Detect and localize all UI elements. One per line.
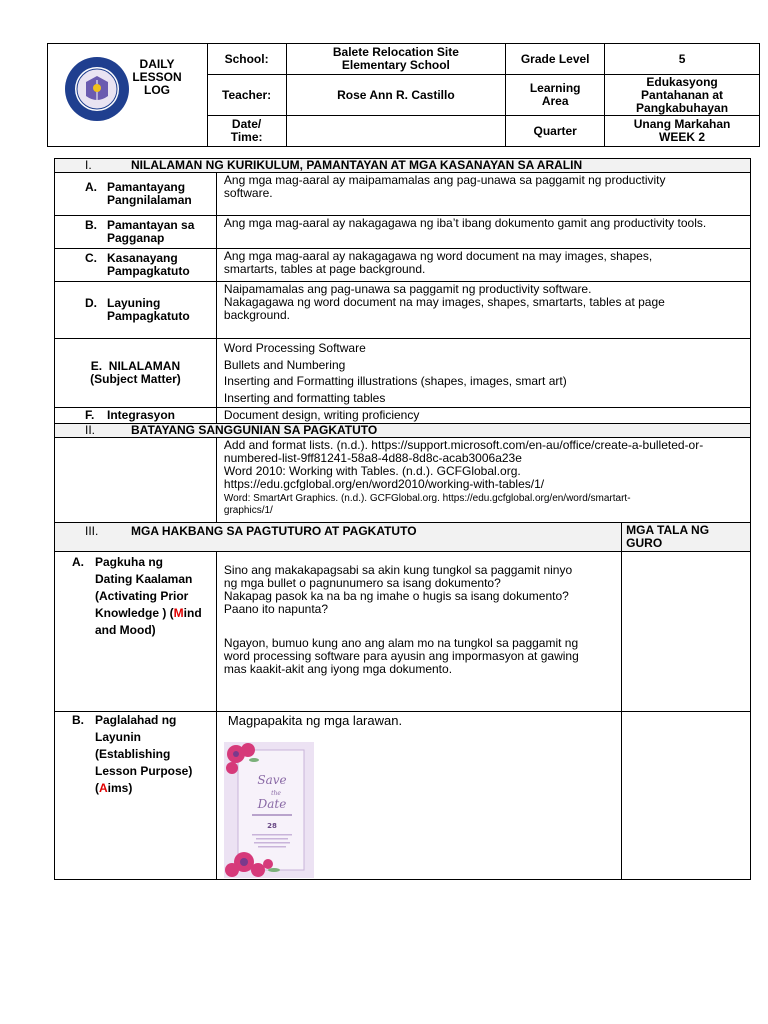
row-1e <box>55 339 751 408</box>
notes-label: MGA TALA NG GURO <box>622 523 751 552</box>
save-the-date-card-image <box>224 742 314 878</box>
teacher-label: Teacher: <box>207 75 286 116</box>
references-content: Add and format lists. (n.d.). https://support.microsoft.com/en-au/office/create-a-bulleted-or- numbered-list-9ff81241-58a8-4d88-8d8c-acab3006a23e Word 2010: Working with Tables. (n.d.). GCFGlobal.org. https://edu.gcfglobal.org/en/word2010/working-with-tables/1/ Word: SmartArt Graphics. (n.d.). GCFGlobal.org. https://edu.gcfglobal.org/en/word/smartart- graphics/1/ <box>216 438 750 523</box>
row-1f-content: Document design, writing proficiency <box>216 408 750 424</box>
section-3-header: III. MGA HAKBANG SA PAGTUTURO AT PAGKATUTO MGA TALA NG GURO <box>55 523 751 552</box>
card-text-date: Date <box>257 797 287 811</box>
date-label: Date/ Time: <box>207 116 286 147</box>
row-3b-label: Paglalahad ng Layunin (Establishing Lesson Purpose) (Aims) <box>95 713 193 795</box>
row-1a: A. Pamantayang Pangnilalaman Ang mga mag-aaral ay maipamamalas ang pag-unawa sa paggamit ng productivity software. <box>55 173 751 216</box>
row-1c-content: Ang mga mag-aaral ay nakagagawa ng word document na may images, shapes, smartarts, tables at page background. <box>216 249 750 282</box>
dll-title: DAILY LESSON LOG <box>132 57 182 97</box>
grade-value: 5 <box>605 44 760 75</box>
row-1b-label: Pamantayan sa Pagganap <box>107 218 195 245</box>
date-value <box>286 116 506 147</box>
row-3b-notes <box>622 712 751 880</box>
area-label: Learning Area <box>506 75 605 116</box>
row-1b-content: Ang mga mag-aaral ay nakagagawa ng iba’t ibang dokumento gamit ang productivity tools. <box>216 216 750 249</box>
row-1b: B. Pamantayan sa Pagganap Ang mga mag-aaral ay nakagagawa ng iba’t ibang dokumento gamit ang productivity tools. <box>55 216 751 249</box>
row-1f-label: Integrasyon <box>107 408 176 422</box>
section-2-title: BATAYANG SANGGUNIAN SA PAGKATUTO <box>131 423 378 437</box>
row-2-references <box>55 438 751 523</box>
row-3b: B. Paglalahad ng Layunin (Establishing Lesson Purpose) (Aims) Magpapakita ng mga larawan. Save the Date 28 <box>55 712 751 880</box>
lesson-log-table <box>54 158 751 880</box>
row-1a-content: Ang mga mag-aaral ay maipamamalas ang pag-unawa sa paggamit ng productivity software. <box>216 173 750 216</box>
row-1d-label: Layuning Pampagkatuto <box>107 296 190 323</box>
school-label: School: <box>207 44 286 75</box>
row-1e-content: Word Processing Software Bullets and Numbering Inserting and Formatting illustrations (shapes, images, smart art) Inserting and formatting tables <box>216 339 750 408</box>
card-text-the: the <box>270 790 281 797</box>
row-3b-content: Magpapakita ng mga larawan. Save the Date 28 <box>216 712 621 880</box>
quarter-value: Unang Markahan WEEK 2 <box>605 116 760 147</box>
deped-seal-icon <box>64 56 130 122</box>
card-text-day: 28 <box>267 822 277 830</box>
quarter-label: Quarter <box>506 116 605 147</box>
section-3-title: MGA HAKBANG SA PAGTUTURO AT PAGKATUTO <box>131 524 417 538</box>
row-1c: C. Kasanayang Pampagkatuto Ang mga mag-aaral ay nakagagawa ng word document na may images, shapes, smartarts, tables at page background. <box>55 249 751 282</box>
logo-cell <box>48 44 208 147</box>
section-1-header: I. NILALAMAN NG KURIKULUM, PAMANTAYAN AT MGA KASANAYAN SA ARALIN <box>55 159 751 173</box>
header-table <box>47 43 760 147</box>
section-1-title: NILALAMAN NG KURIKULUM, PAMANTAYAN AT MGA KASANAYAN SA ARALIN <box>131 158 583 172</box>
row-3a-content: Sino ang makakapagsabi sa akin kung tungkol sa paggamit ninyo ng mga bullet o pagnunumero sa isang dokumento? Nakapag pasok ka na ba ng imahe o hugis sa isang dokumento? Paano ito napunta? Ngayon, bumuo kung ano ang alam mo na tungkol sa paggamit ng word processing software para ayusin ang impormasyon at gawing mas kaakit-akit ang iyong mga dokumento. <box>216 552 621 712</box>
row-3a-notes <box>622 552 751 712</box>
row-3a: A. Pagkuha ng Dating Kaalaman (Activating Prior Knowledge ) (Mind and Mood) Sino ang makakapagsabi sa akin kung tungkol sa paggamit ninyo ng mga bullet o pagnunumero sa isang dokumento? Nakapag pasok ka na ba ng imahe o hugis sa isang dokumento? Paano ito napunta? Ngayon, bumuo kung ano ang alam mo na tungkol sa paggamit ng word processing software para ayusin ang impormasyon at gawing mas kaakit-akit ang iyong mga dokumento. <box>55 552 751 712</box>
row-1e-label: E. NILALAMAN (Subject Matter) <box>55 339 217 408</box>
area-value: Edukasyong Pantahanan at Pangkabuhayan <box>605 75 760 116</box>
teacher-value: Rose Ann R. Castillo <box>286 75 506 116</box>
row-1a-label: Pamantayang Pangnilalaman <box>107 180 192 207</box>
grade-label: Grade Level <box>506 44 605 75</box>
row-1d: D. Layuning Pampagkatuto Naipamamalas ang pag-unawa sa paggamit ng productivity software. Nakagagawa ng word document na may images, shapes, smartarts, tables at page background. <box>55 282 751 339</box>
section-2-header: II. BATAYANG SANGGUNIAN SA PAGKATUTO <box>55 424 751 438</box>
row-1c-label: Kasanayang Pampagkatuto <box>107 251 190 278</box>
card-text-save: Save <box>257 773 287 787</box>
row-1f: F. Integrasyon Document design, writing proficiency <box>55 408 751 424</box>
school-value: Balete Relocation Site Elementary School <box>286 44 506 75</box>
row-3a-label: Pagkuha ng Dating Kaalaman (Activating Prior Knowledge ) (Mind and Mood) <box>95 555 202 637</box>
row-1d-content: Naipamamalas ang pag-unawa sa paggamit ng productivity software. Nakagagawa ng word document na may images, shapes, smartarts, tables at page background. <box>216 282 750 339</box>
